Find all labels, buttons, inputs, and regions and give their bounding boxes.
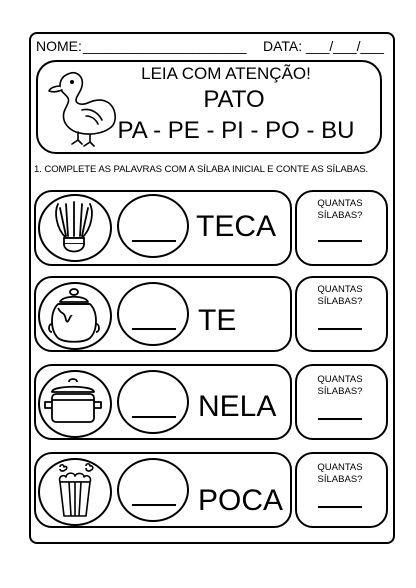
count-label-4-line1: QUANTAS (317, 462, 363, 473)
name-line[interactable]: _____________________ (83, 38, 247, 54)
syllable-blank-4[interactable] (132, 504, 176, 506)
title-text: LEIA COM ATENÇÃO! (141, 64, 311, 83)
count-label-3-line2: SÍLABAS? (317, 386, 363, 397)
word-ending-4: POCA (198, 484, 284, 517)
count-blank-1[interactable] (318, 240, 362, 242)
count-label-2-line1: QUANTAS (317, 284, 363, 295)
date-label: DATA: (263, 38, 303, 54)
duck-icon (46, 66, 120, 148)
answer-circle-3 (117, 370, 189, 434)
syllable-list: PA - PE - PI - PO - BU (117, 117, 355, 144)
count-blank-2[interactable] (318, 328, 362, 330)
count-label-4-line2: SÍLABAS? (317, 474, 363, 485)
word-ending-3: NELA (198, 390, 277, 423)
count-label-2-line2: SÍLABAS? (317, 296, 363, 307)
target-word: PATO (203, 86, 265, 113)
syllable-blank-1[interactable] (132, 240, 176, 242)
answer-circle-1 (117, 194, 189, 258)
count-label-3-line1: QUANTAS (317, 374, 363, 385)
count-label-1-line2: SÍLABAS? (317, 210, 363, 221)
answer-circle-4 (117, 458, 189, 522)
count-blank-4[interactable] (318, 506, 362, 508)
name-label: NOME: (36, 38, 82, 54)
cooking-pot-icon (42, 376, 104, 432)
answer-circle-2 (117, 282, 189, 346)
honey-pot-icon (46, 286, 102, 346)
instruction-text: 1. COMPLETE AS PALAVRAS COM A SÍLABA INICIAL E CONTE AS SÍLABAS. (34, 164, 369, 175)
word-ending-1: TECA (196, 210, 277, 243)
popcorn-icon (52, 462, 98, 520)
shuttlecock-icon (48, 198, 100, 258)
count-blank-3[interactable] (318, 418, 362, 420)
word-ending-2: TE (198, 304, 237, 337)
count-label-1-line1: QUANTAS (317, 198, 363, 209)
date-line[interactable]: ___/___/___ (306, 38, 384, 54)
syllable-blank-2[interactable] (132, 328, 176, 330)
syllable-blank-3[interactable] (132, 416, 176, 418)
